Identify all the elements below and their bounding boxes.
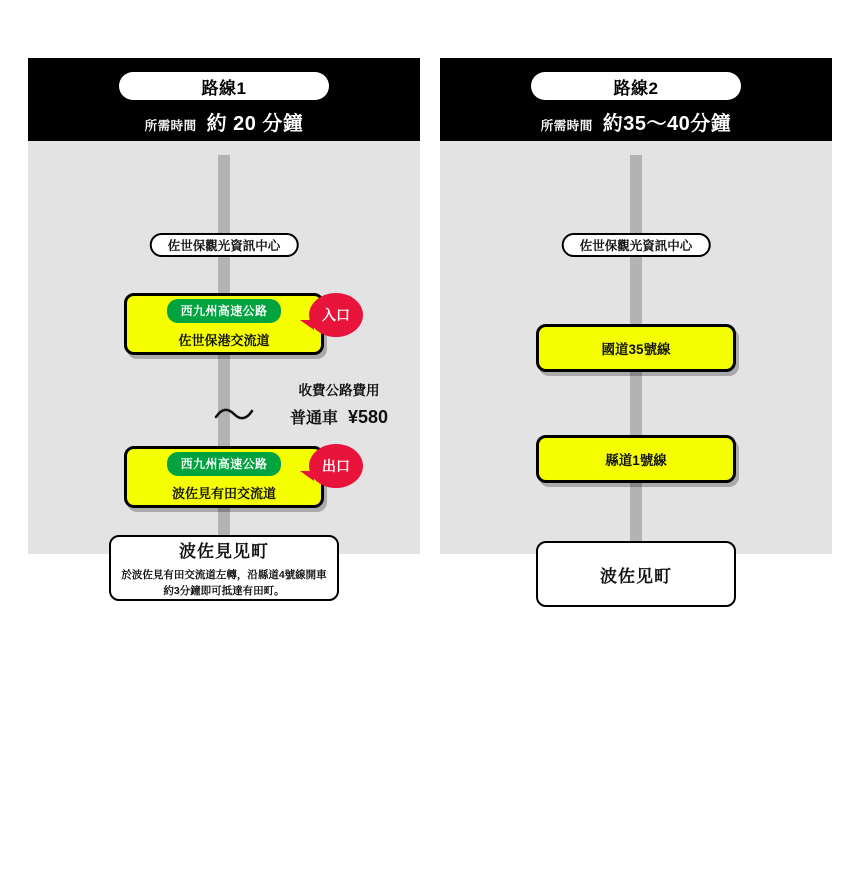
route-1-duration-label: 所需時間 <box>144 119 197 133</box>
route-2-destination-name: 波佐见町 <box>600 566 672 586</box>
route-2-duration-label: 所需時間 <box>540 119 593 133</box>
route-2-step2-label: 縣道1號線 <box>605 453 667 468</box>
route-2-step1-node <box>536 324 736 372</box>
route-1-entrance-badge <box>309 293 363 337</box>
route-1-entrance-badge-label: 入口 <box>322 307 350 323</box>
route-1-destination-name: 波佐見见町 <box>179 542 269 562</box>
route-2-start-label: 佐世保觀光資訊中心 <box>579 239 693 253</box>
route-1-entrance-road: 西九州高速公路 <box>167 299 282 323</box>
toll-price: ¥580 <box>347 407 389 427</box>
route-1-toll-info <box>264 379 414 428</box>
route-1-destination-note-line1: 於波佐見有田交流道左轉，沿縣道4號線開車 <box>121 569 327 582</box>
route-1-exit-badge-label: 出口 <box>322 458 350 474</box>
route-1-entrance-ic: 佐世保港交流道 <box>178 333 270 348</box>
route-1-header <box>28 58 420 141</box>
route-1-duration <box>28 107 420 136</box>
route-1-duration-value: 約 20 分鐘 <box>206 113 304 135</box>
route-1-destination-node <box>109 535 339 601</box>
route-2-board <box>440 58 832 586</box>
route-1-entrance-node <box>124 293 324 355</box>
route-2-body <box>440 141 832 586</box>
route-1-board <box>28 58 420 597</box>
route-2-step1-label: 國道35號線 <box>601 342 671 357</box>
route-2-start-node <box>562 233 711 257</box>
route-1-destination-note <box>121 568 326 598</box>
route-1-exit-road: 西九州高速公路 <box>167 452 282 476</box>
route-2-header <box>440 58 832 141</box>
route-1-start-node <box>150 233 299 257</box>
route-2-duration-value: 約35〜40分鐘 <box>602 113 732 135</box>
route-1-exit-node <box>124 446 324 508</box>
route-2-step2-node <box>536 435 736 483</box>
route-2-duration <box>440 107 832 136</box>
route-1-exit-ic: 波佐見有田交流道 <box>171 486 276 501</box>
route-1-body <box>28 141 420 597</box>
route-1-start-label: 佐世保觀光資訊中心 <box>167 239 281 253</box>
route-2-destination-node <box>536 541 736 607</box>
route-1-destination-note-line2: 約3分鐘即可抵達有田町。 <box>163 584 285 597</box>
route-1-title: 路線1 <box>119 72 329 100</box>
route-1-exit-badge <box>309 444 363 488</box>
squiggle-icon <box>214 406 254 422</box>
toll-car-type: 普通車 <box>289 410 338 427</box>
toll-title: 收費公路費用 <box>298 383 380 398</box>
route-2-title: 路線2 <box>531 72 741 100</box>
